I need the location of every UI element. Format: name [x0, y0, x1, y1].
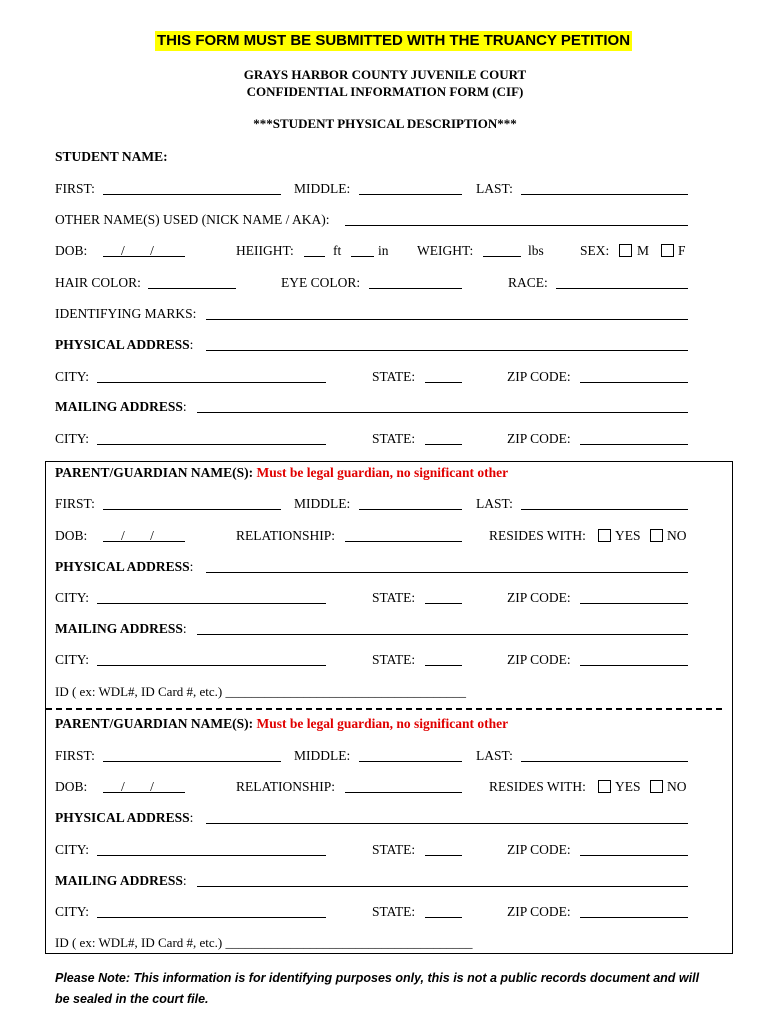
guardian1-physical-address-label: PHYSICAL ADDRESS [55, 559, 190, 574]
student-zip-label: ZIP CODE: [507, 369, 571, 384]
guardian1-relationship-label: RELATIONSHIP: [236, 528, 336, 543]
guardian2-city-field[interactable] [97, 841, 326, 856]
court-name: GRAYS HARBOR COUNTY JUVENILE COURT [243, 67, 527, 82]
student-last-label: LAST: [476, 181, 513, 196]
student-mailing-address-label: MAILING ADDRESS [55, 399, 183, 414]
lbs-label: lbs [528, 243, 544, 258]
sex-female-checkbox[interactable] [661, 244, 674, 257]
guardian1-dob-slashes: / / [121, 528, 154, 543]
student-mailing-address-field[interactable] [197, 398, 688, 413]
student-middle-label: MIDDLE: [294, 181, 351, 196]
guardian2-first-label: FIRST: [55, 748, 95, 763]
guardian1-state-field[interactable] [425, 589, 462, 604]
eye-color-label: EYE COLOR: [281, 275, 361, 290]
colon: : [189, 337, 194, 352]
form-title: CONFIDENTIAL INFORMATION FORM (CIF) [246, 84, 524, 99]
guardian2-mail-zip-field[interactable] [580, 903, 688, 918]
guardian2-warning: Must be legal guardian, no significant other [256, 716, 509, 731]
guardian1-mail-city-field[interactable] [97, 651, 326, 666]
guardian1-last-label: LAST: [476, 496, 513, 511]
guardian1-mailing-address-field[interactable] [197, 620, 688, 635]
guardian2-mail-zip-label: ZIP CODE: [507, 904, 571, 919]
student-dob-slashes: / / [121, 243, 154, 258]
section-divider [46, 708, 722, 710]
guardian2-last-field[interactable] [521, 747, 688, 762]
guardian2-zip-label: ZIP CODE: [507, 842, 571, 857]
student-physical-address-field[interactable] [206, 336, 688, 351]
student-first-label: FIRST: [55, 181, 95, 196]
guardian1-middle-field[interactable] [359, 495, 462, 510]
guardian1-no-checkbox[interactable] [650, 529, 663, 542]
hair-color-field[interactable] [148, 274, 236, 289]
height-label: HEIIGHT: [236, 243, 294, 258]
guardian2-no-label: NO [667, 779, 687, 794]
colon: : [189, 810, 194, 825]
guardian1-name-label: PARENT/GUARDIAN NAME(S): [55, 465, 254, 480]
guardian2-dob-label: DOB: [55, 779, 88, 794]
student-state-label: STATE: [372, 369, 416, 384]
guardian2-name-label: PARENT/GUARDIAN NAME(S): [55, 716, 254, 731]
guardian2-relationship-field[interactable] [345, 778, 462, 793]
guardian2-no-checkbox[interactable] [650, 780, 663, 793]
guardian1-state-label: STATE: [372, 590, 416, 605]
student-state-field[interactable] [425, 368, 462, 383]
student-city-field[interactable] [97, 368, 326, 383]
guardian1-middle-label: MIDDLE: [294, 496, 351, 511]
guardian1-mail-zip-field[interactable] [580, 651, 688, 666]
colon: : [182, 399, 187, 414]
student-physical-address-label: PHYSICAL ADDRESS [55, 337, 190, 352]
guardian1-city-label: CITY: [55, 590, 90, 605]
guardian1-mail-state-field[interactable] [425, 651, 462, 666]
guardian1-mail-zip-label: ZIP CODE: [507, 652, 571, 667]
sex-male-label: M [637, 243, 650, 258]
student-mail-state-label: STATE: [372, 431, 416, 446]
student-mail-city-label: CITY: [55, 431, 90, 446]
guardian2-physical-address-field[interactable] [206, 809, 688, 824]
student-mail-zip-field[interactable] [580, 430, 688, 445]
guardian2-last-label: LAST: [476, 748, 513, 763]
guardian2-id-line[interactable]: ID ( ex: WDL#, ID Card #, etc.) ______________________________________ [55, 935, 473, 950]
guardian1-mail-city-label: CITY: [55, 652, 90, 667]
guardian2-middle-label: MIDDLE: [294, 748, 351, 763]
guardian2-physical-address-label: PHYSICAL ADDRESS [55, 810, 190, 825]
guardian2-resides-label: RESIDES WITH: [489, 779, 586, 794]
guardian1-first-label: FIRST: [55, 496, 95, 511]
guardian1-no-label: NO [667, 528, 687, 543]
guardian2-state-label: STATE: [372, 842, 416, 857]
race-label: RACE: [508, 275, 548, 290]
student-last-field[interactable] [521, 180, 688, 195]
guardian2-yes-label: YES [615, 779, 641, 794]
guardian1-warning: Must be legal guardian, no significant other [256, 465, 509, 480]
sex-label: SEX: [580, 243, 610, 258]
student-mail-zip-label: ZIP CODE: [507, 431, 571, 446]
guardian1-yes-label: YES [615, 528, 641, 543]
student-dob-label: DOB: [55, 243, 88, 258]
guardian2-mailing-address-label: MAILING ADDRESS [55, 873, 183, 888]
student-middle-field[interactable] [359, 180, 462, 195]
other-names-label: OTHER NAME(S) USED (NICK NAME / AKA): [55, 212, 330, 227]
guardian1-dob-label: DOB: [55, 528, 88, 543]
height-in-field[interactable] [351, 242, 374, 257]
guardian2-first-field[interactable] [103, 747, 281, 762]
hair-color-label: HAIR COLOR: [55, 275, 141, 290]
guardian1-mail-state-label: STATE: [372, 652, 416, 667]
guardian2-middle-field[interactable] [359, 747, 462, 762]
weight-label: WEIGHT: [417, 243, 474, 258]
section-title: ***STUDENT PHYSICAL DESCRIPTION*** [253, 116, 517, 131]
student-zip-field[interactable] [580, 368, 688, 383]
guardian2-mail-state-label: STATE: [372, 904, 416, 919]
guardian1-zip-label: ZIP CODE: [507, 590, 571, 605]
other-names-field[interactable] [345, 211, 688, 226]
guardian2-mail-city-label: CITY: [55, 904, 90, 919]
guardian2-mail-state-field[interactable] [425, 903, 462, 918]
colon: : [182, 873, 187, 888]
guardian1-first-field[interactable] [103, 495, 281, 510]
height-ft-field[interactable] [304, 242, 325, 257]
identifying-marks-label: IDENTIFYING MARKS: [55, 306, 197, 321]
identifying-marks-field[interactable] [206, 305, 688, 320]
guardian1-city-field[interactable] [97, 589, 326, 604]
ft-label: ft [333, 243, 342, 258]
guardian1-physical-address-field[interactable] [206, 558, 688, 573]
weight-field[interactable] [483, 242, 521, 257]
guardian2-yes-checkbox[interactable] [598, 780, 611, 793]
student-name-label: STUDENT NAME: [55, 149, 168, 164]
guardian2-city-label: CITY: [55, 842, 90, 857]
guardian1-last-field[interactable] [521, 495, 688, 510]
colon: : [182, 621, 187, 636]
race-field[interactable] [556, 274, 688, 289]
guardian1-id-line[interactable]: ID ( ex: WDL#, ID Card #, etc.) _____________________________________ [55, 684, 467, 699]
sex-female-label: F [678, 243, 686, 258]
sex-male-checkbox[interactable] [619, 244, 632, 257]
guardian2-state-field[interactable] [425, 841, 462, 856]
guardian1-mailing-address-label: MAILING ADDRESS [55, 621, 183, 636]
colon: : [189, 559, 194, 574]
footer-note: Please Note: This information is for identifying purposes only, this is not a public records document and will be sealed in the court file. [55, 971, 700, 1006]
guardian2-relationship-label: RELATIONSHIP: [236, 779, 336, 794]
student-mail-state-field[interactable] [425, 430, 462, 445]
eye-color-field[interactable] [369, 274, 462, 289]
guardian1-relationship-field[interactable] [345, 527, 462, 542]
guardian2-zip-field[interactable] [580, 841, 688, 856]
in-label: in [378, 243, 389, 258]
guardian2-dob-slashes: / / [121, 779, 154, 794]
student-mail-city-field[interactable] [97, 430, 326, 445]
guardian1-yes-checkbox[interactable] [598, 529, 611, 542]
guardian1-zip-field[interactable] [580, 589, 688, 604]
student-first-field[interactable] [103, 180, 281, 195]
guardian1-resides-label: RESIDES WITH: [489, 528, 586, 543]
guardian2-mailing-address-field[interactable] [197, 872, 688, 887]
guardian2-mail-city-field[interactable] [97, 903, 326, 918]
banner-title: THIS FORM MUST BE SUBMITTED WITH THE TRUANCY PETITION [157, 32, 631, 49]
student-city-label: CITY: [55, 369, 90, 384]
